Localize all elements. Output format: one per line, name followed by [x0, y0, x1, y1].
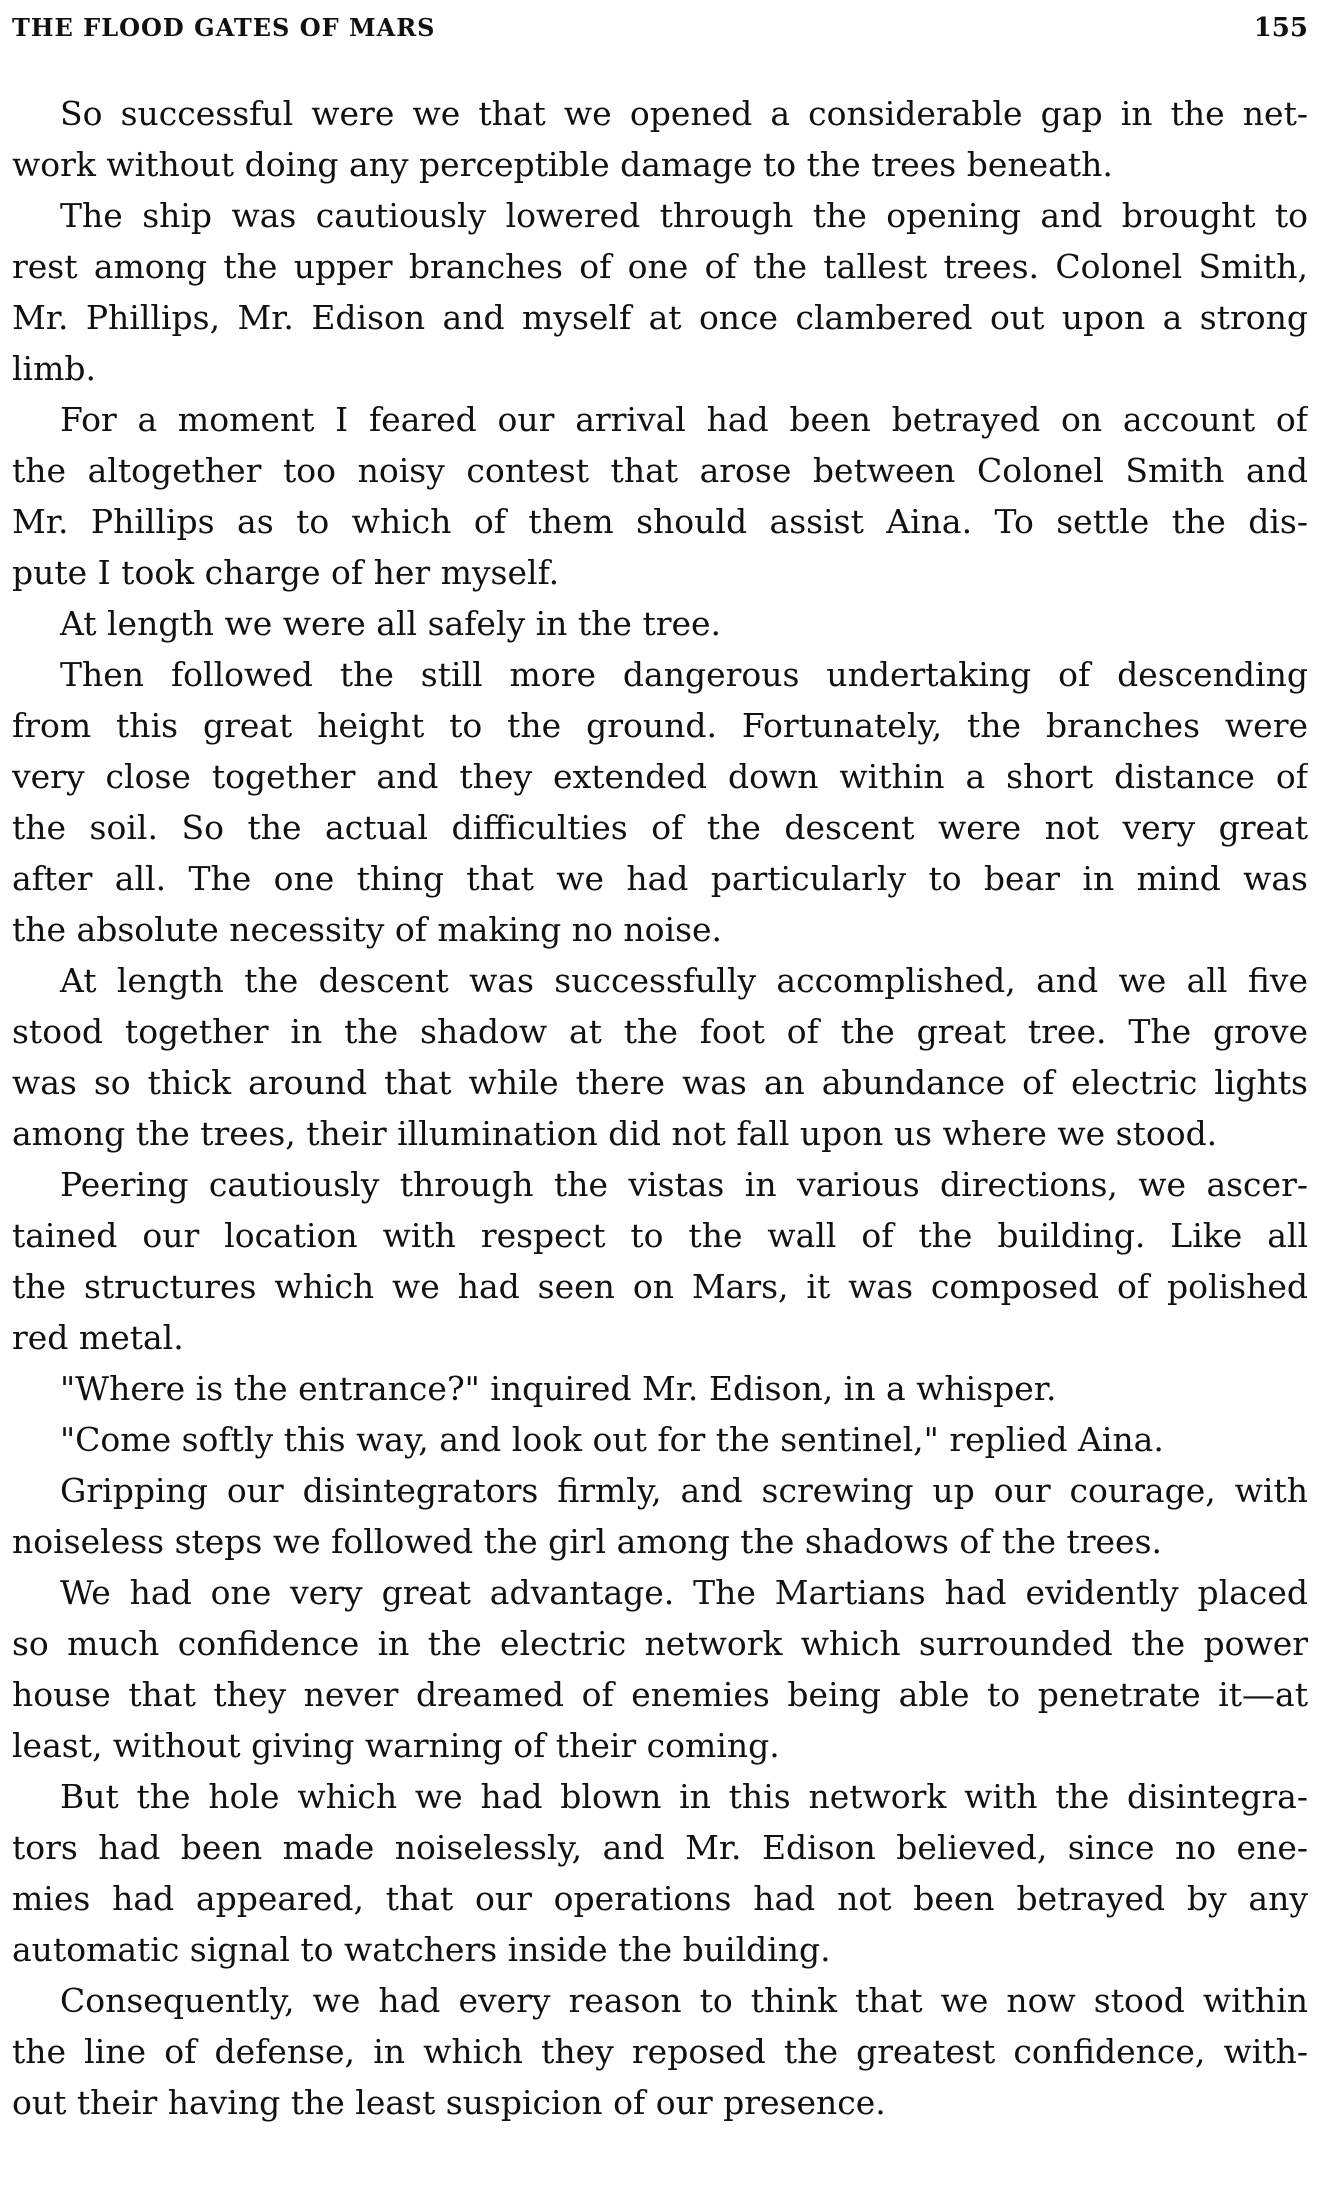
text-line: house that they never dreamed of enemies being able to penetrate it—at	[12, 1675, 1308, 1714]
text-line: So successful were we that we opened a considerable gap in the net-	[60, 94, 1308, 133]
text-line: The ship was cautiously lowered through the opening and brought to	[60, 196, 1308, 235]
text-line: least, without giving warning of their coming.	[12, 1726, 780, 1765]
text-line: very close together and they extended down within a short distance of	[12, 757, 1308, 796]
text-line: tained our location with respect to the wall of the building. Like all	[12, 1216, 1308, 1255]
text-line: Consequently, we had every reason to think that we now stood within	[60, 1981, 1308, 2020]
running-head	[12, 8, 1308, 48]
text-line: the line of defense, in which they reposed the greatest confidence, with-	[12, 2032, 1308, 2071]
text-line: the altogether too noisy contest that arose between Colonel Smith and	[12, 451, 1308, 490]
text-line: so much confidence in the electric network which surrounded the power	[12, 1624, 1308, 1663]
text-line: Then followed the still more dangerous undertaking of descending	[60, 655, 1308, 694]
text-line: mies had appeared, that our operations had not been betrayed by any	[12, 1879, 1308, 1918]
text-line: Gripping our disintegrators firmly, and screwing up our courage, with	[60, 1471, 1308, 1510]
text-line: was so thick around that while there was an abundance of electric lights	[12, 1063, 1308, 1102]
page-number: 155	[1253, 13, 1308, 43]
text-line: work without doing any perceptible damage to the trees beneath.	[12, 145, 1113, 184]
text-line: At length we were all safely in the tree.	[60, 604, 722, 643]
text-line: limb.	[12, 349, 97, 388]
text-line: At length the descent was successfully accomplished, and we all five	[60, 961, 1308, 1000]
text-line: Mr. Phillips, Mr. Edison and myself at once clambered out upon a strong	[12, 298, 1308, 337]
running-title: THE FLOOD GATES OF MARS	[12, 13, 436, 42]
text-line: But the hole which we had blown in this network with the disintegra-	[60, 1777, 1308, 1816]
text-line: the structures which we had seen on Mars, it was composed of polished	[12, 1267, 1308, 1306]
text-line: out their having the least suspicion of our presence.	[12, 2083, 886, 2122]
text-line: For a moment I feared our arrival had been betrayed on account of	[60, 400, 1308, 439]
text-line: "Come softly this way, and look out for the sentinel," replied Aina.	[60, 1420, 1164, 1459]
text-line: We had one very great advantage. The Martians had evidently placed	[60, 1573, 1308, 1612]
text-line: from this great height to the ground. Fortunately, the branches were	[12, 706, 1308, 745]
text-line: Mr. Phillips as to which of them should assist Aina. To settle the dis-	[12, 502, 1308, 541]
text-line: red metal.	[12, 1318, 184, 1357]
text-line: Peering cautiously through the vistas in various directions, we ascer-	[60, 1165, 1308, 1204]
text-line: rest among the upper branches of one of the tallest trees. Colonel Smith,	[12, 247, 1308, 286]
text-line: after all. The one thing that we had particularly to bear in mind was	[12, 859, 1308, 898]
text-line: pute I took charge of her myself.	[12, 553, 560, 592]
text-line: the soil. So the actual difficulties of the descent were not very great	[12, 808, 1308, 847]
text-line: the absolute necessity of making no noise.	[12, 910, 723, 949]
text-line: stood together in the shadow at the foot of the great tree. The grove	[12, 1012, 1308, 1051]
text-line: automatic signal to watchers inside the building.	[12, 1930, 831, 1969]
text-line: "Where is the entrance?" inquired Mr. Edison, in a whisper.	[60, 1369, 1057, 1408]
body-text	[12, 88, 1308, 2128]
text-line: noiseless steps we followed the girl among the shadows of the trees.	[12, 1522, 1162, 1561]
text-line: tors had been made noiselessly, and Mr. Edison believed, since no ene-	[12, 1828, 1308, 1867]
text-line: among the trees, their illumination did not fall upon us where we stood.	[12, 1114, 1218, 1153]
